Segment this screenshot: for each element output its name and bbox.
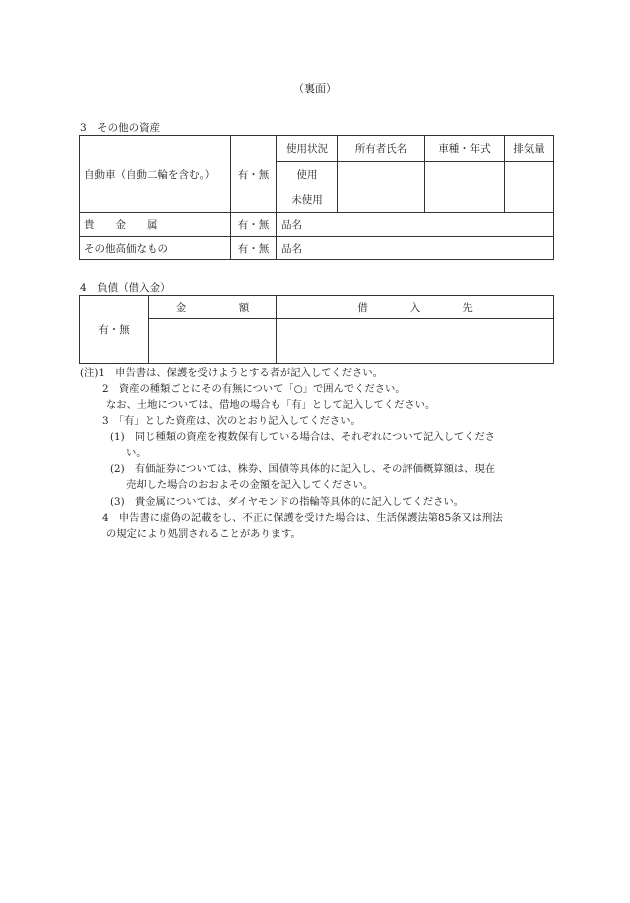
other-assets-table xyxy=(79,135,554,260)
note-4: 4 申告書に虚偽の記載をし、不正に保護を受けた場合は、生活保護法第85条又は刑法 xyxy=(102,512,503,524)
displacement-header: 排気量 xyxy=(505,136,554,162)
section3-heading: 3 その他の資産 xyxy=(80,122,161,134)
model-header: 車種・年式 xyxy=(425,136,505,162)
lender-cell[interactable] xyxy=(277,319,554,364)
precious-metal-label: 貴 金 属 xyxy=(80,213,231,237)
note-3: 3 「有」とした資産は、次のとおり記入してください。 xyxy=(102,415,361,427)
note-2: 2 資産の種類ごとにその有無について「○」で囲んでください。 xyxy=(102,383,406,395)
precious-metal-yes-no[interactable]: 有・無 xyxy=(231,213,277,237)
owner-cell[interactable] xyxy=(338,162,425,213)
other-valuables-item[interactable]: 品名 xyxy=(277,237,554,260)
other-valuables-yes-no[interactable]: 有・無 xyxy=(231,237,277,260)
note-3-1: (1) 同じ種類の資産を複数保有している場合は、それぞれについて記入してくださ xyxy=(110,431,496,443)
car-label: 自動車（自動二輪を含む。） xyxy=(80,136,231,213)
in-use-option[interactable]: 使用 xyxy=(277,162,338,188)
owner-header: 所有者氏名 xyxy=(338,136,425,162)
note-4-cont: の規定により処罰されることがあります。 xyxy=(106,528,301,540)
note-3-1-cont: い。 xyxy=(126,447,147,459)
section4-heading: 4 負債（借入金） xyxy=(80,282,171,294)
displacement-cell[interactable] xyxy=(505,162,554,213)
model-cell[interactable] xyxy=(425,162,505,213)
page-label: （裏面） xyxy=(293,82,337,95)
amount-cell[interactable] xyxy=(149,319,277,364)
note-3-3: (3) 貴金属については、ダイヤモンドの指輪等具体的に記入してください。 xyxy=(110,496,464,508)
debt-table xyxy=(79,295,554,364)
precious-metal-item[interactable]: 品名 xyxy=(277,213,554,237)
note-3-2-cont: 売却した場合のおおよその金額を記入してください。 xyxy=(126,479,374,491)
usage-header: 使用状況 xyxy=(277,136,338,162)
car-yes-no[interactable]: 有・無 xyxy=(231,136,277,213)
note-3-2: (2) 有価証券については、株券、国債等具体的に記入し、その評価概算額は、現在 xyxy=(110,463,496,475)
note-1: (注)1 申告書は、保護を受けようとする者が記入してください。 xyxy=(80,367,383,379)
amount-header: 金 額 xyxy=(149,296,277,319)
note-2-land: なお、土地については、借地の場合も「有」として記入してください。 xyxy=(106,399,436,411)
not-in-use-option[interactable]: 未使用 xyxy=(277,188,338,213)
lender-header: 借 入 先 xyxy=(277,296,554,319)
other-valuables-label: その他高価なもの xyxy=(80,237,231,260)
debt-yes-no[interactable]: 有・無 xyxy=(80,296,149,364)
